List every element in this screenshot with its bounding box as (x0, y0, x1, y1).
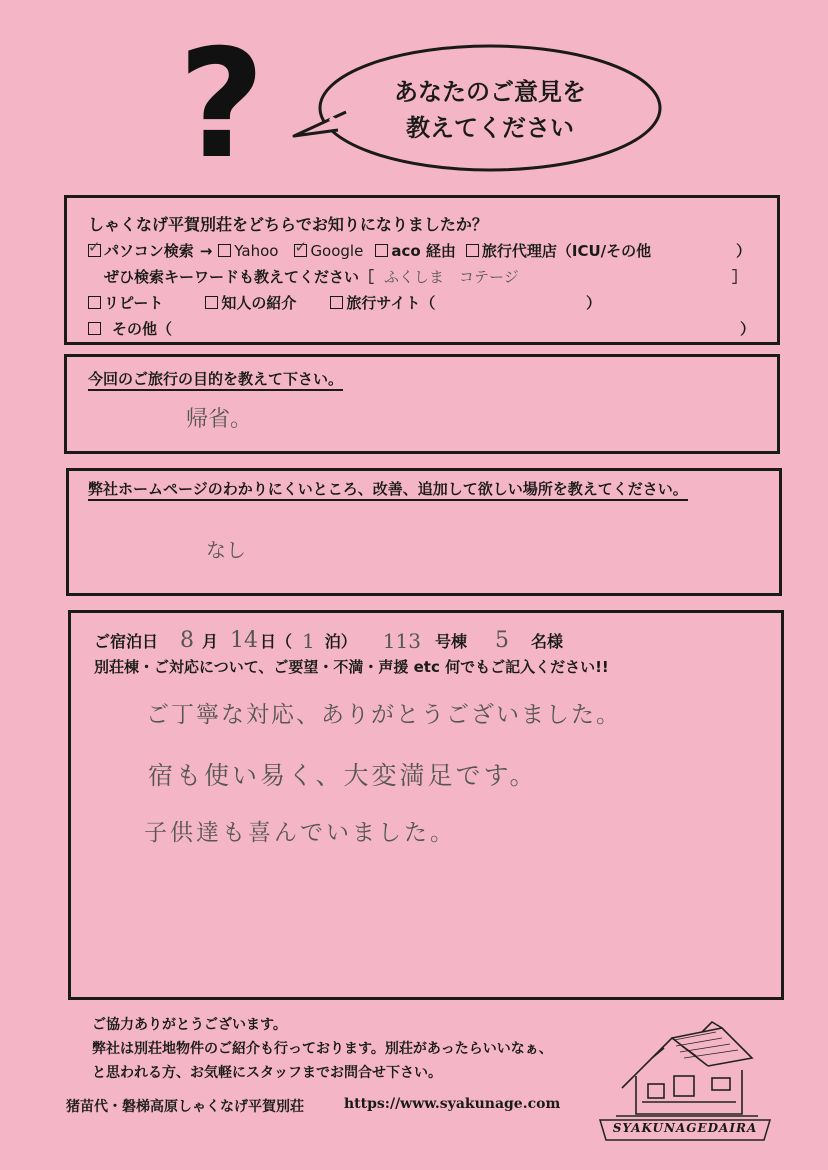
section3-question: 弊社ホームページのわかりにくいところ、改善、追加して欲しい場所を教えてください。 (88, 478, 688, 501)
comment-line3: 子供達も喜んでいました。 (144, 820, 456, 846)
homepage-answer: なし (206, 538, 246, 562)
stay-label: ご宿泊日 (94, 632, 159, 651)
search-row (88, 240, 651, 261)
guest-count: 5 (495, 628, 509, 653)
repeat-label: リピート (104, 294, 164, 312)
google-checkbox[interactable] (294, 244, 307, 257)
travel-site-close: ） (586, 294, 602, 312)
bubble-line2: 教えてください (406, 114, 574, 142)
footer-line2: 弊社は別荘地物件のご紹介も行っております。別荘があったらいいなぁ、 (92, 1041, 553, 1057)
footer-thanks: ご協力ありがとうございます。 (92, 1017, 287, 1033)
question-mark-icon: ? (178, 18, 266, 192)
other-close: ） (740, 320, 756, 338)
travel-site-label: 旅行サイト（ (346, 294, 436, 312)
keyword-row (104, 266, 519, 287)
nights-unit: 泊） (324, 632, 357, 651)
building-unit: 号棟 (434, 632, 467, 651)
aco-checkbox[interactable] (375, 244, 388, 257)
travel-agency-label: 旅行代理店（ICU/その他 (481, 242, 652, 260)
other-row (88, 318, 172, 339)
day-unit: 日（ (260, 632, 293, 651)
google-label: Google (310, 241, 364, 260)
house-logo-icon (612, 1018, 762, 1120)
section1-question: しゃくなげ平賀別荘をどちらでお知りになりましたか？ (88, 215, 488, 234)
yahoo-checkbox[interactable] (218, 244, 231, 257)
guests-unit: 名様 (531, 632, 564, 651)
yahoo-label: Yahoo (234, 241, 279, 260)
keyword-label: ぜひ検索キーワードも教えてください［ (104, 268, 375, 286)
friend-checkbox[interactable] (205, 296, 218, 309)
repeat-row (88, 292, 435, 313)
stay-day: 14 (230, 628, 259, 653)
agency-close-paren: ） (736, 242, 752, 260)
aco-label: aco 経由 (391, 242, 456, 260)
keyword-value: ふくしま コテージ (384, 268, 519, 286)
company-name: 猪苗代・磐梯高原しゃくなげ平賀別荘 (66, 1099, 304, 1115)
pc-search-checkbox[interactable] (88, 244, 101, 257)
other-label: その他（ (112, 320, 173, 338)
repeat-checkbox[interactable] (88, 296, 101, 309)
keyword-close: ］ (732, 268, 748, 286)
arrow-label: → (199, 241, 213, 260)
bubble-line1: あなたのご意見を (394, 78, 586, 106)
month-unit: 月 (202, 632, 219, 651)
stay-nights: 1 (302, 628, 315, 653)
logo-text: SYAKUNAGEDAIRA (612, 1121, 758, 1135)
travel-site-checkbox[interactable] (330, 296, 343, 309)
comment-line2: 宿も使い易く、大変満足です。 (148, 761, 538, 790)
stay-month: 8 (180, 628, 195, 653)
travel-agency-checkbox[interactable] (466, 244, 479, 257)
website-url[interactable]: https://www.syakunage.com (344, 1096, 561, 1112)
other-checkbox[interactable] (88, 322, 101, 335)
friend-label: 知人の紹介 (221, 294, 297, 312)
footer-line3: と思われる方、お気軽にスタッフまでお問合せ下さい。 (92, 1065, 442, 1081)
section2-question: 今回のご旅行の目的を教えて下さい。 (88, 368, 343, 391)
purpose-answer: 帰省。 (186, 407, 253, 432)
section4-prompt: 別荘棟・ご対応について、ご要望・不満・声援 etc 何でもご記入ください!! (94, 658, 609, 676)
pc-search-label: パソコン検索 (104, 242, 194, 260)
building-number: 113 (382, 628, 421, 653)
comment-line1: ご丁寧な対応、ありがとうございました。 (146, 702, 621, 728)
stay-row (94, 628, 563, 653)
